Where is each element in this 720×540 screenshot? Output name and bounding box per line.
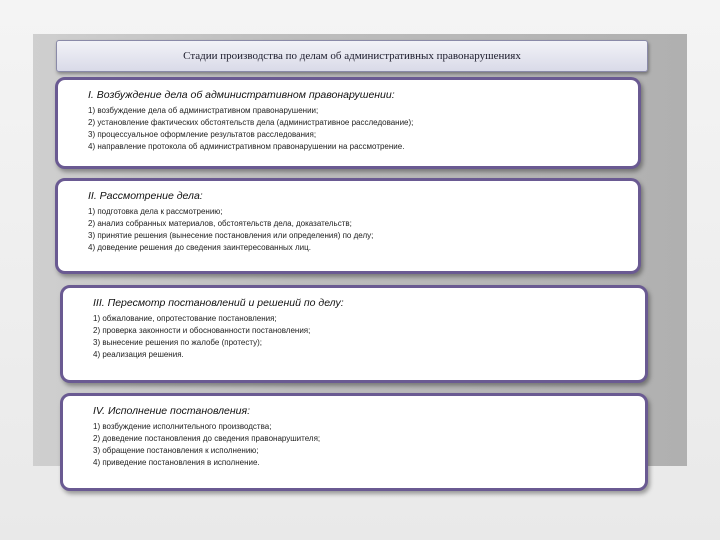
stage-heading: IV. Исполнение постановления: [93,405,251,417]
stage-item: 3) процессуальное оформление результатов расследования; [88,130,317,139]
stage-item: 2) проверка законности и обоснованности постановления; [93,326,311,335]
diagram-title-text: Стадии производства по делам об административных правонарушениях [183,50,521,62]
stage-item: 3) принятие решения (вынесение постановления или определения) по делу; [88,231,374,240]
stage-box-1 [55,77,641,169]
stage-box-3 [60,285,648,383]
stage-item: 2) анализ собранных материалов, обстоятельств дела, доказательств; [88,219,352,228]
stage-item: 1) подготовка дела к рассмотрению; [88,207,223,216]
stage-item: 4) доведение решения до сведения заинтересованных лиц. [88,243,311,252]
stage-item: 4) направление протокола об административном правонарушении на рассмотрение. [88,142,405,151]
stage-item: 3) обращение постановления к исполнению; [93,446,259,455]
stage-item: 4) реализация решения. [93,350,184,359]
stage-item: 3) вынесение решения по жалобе (протесту); [93,338,262,347]
stage-box-4 [60,393,648,491]
stage-item: 2) доведение постановления до сведения правонарушителя; [93,434,321,443]
stage-item: 2) установление фактических обстоятельств дела (административное расследование); [88,118,414,127]
stage-item: 1) возбуждение дела об административном правонарушении; [88,106,319,115]
stage-item: 1) обжалование, опротестование постановления; [93,314,277,323]
stage-heading: III. Пересмотр постановлений и решений по делу: [93,297,344,309]
diagram-title [56,40,648,72]
stage-heading: I. Возбуждение дела об административном правонарушении: [88,89,395,101]
stage-box-2 [55,178,641,274]
stage-item: 1) возбуждение исполнительного производства; [93,422,272,431]
stage-heading: II. Рассмотрение дела: [88,190,203,202]
stage-item: 4) приведение постановления в исполнение. [93,458,260,467]
